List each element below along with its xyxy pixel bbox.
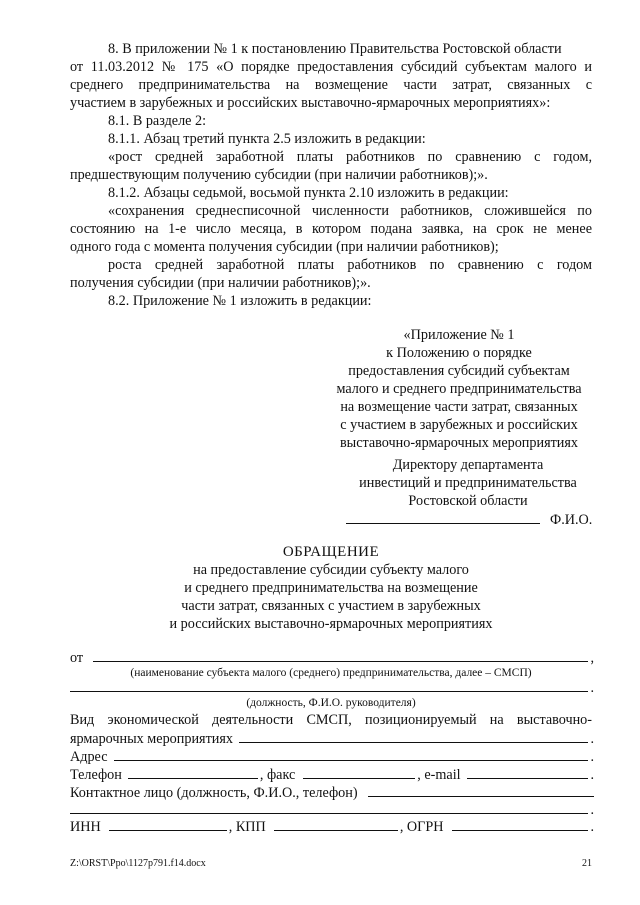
form-email-label: , e-mail xyxy=(417,767,461,783)
paragraph-8-1-1: 8.1.1. Абзац третий пункта 2.5 изложить в редакции: xyxy=(108,131,426,147)
addressee-line1: Директору департамента xyxy=(392,457,544,473)
quote-wage-line2: предшествующим получению субсидии (при наличии работников);». xyxy=(70,167,488,183)
form-inn-label: ИНН xyxy=(70,819,101,835)
footer-file-path: Z:\ORST\Ppo\1127p791.f14.docx xyxy=(70,858,206,869)
quote-staff-line1: «сохранения среднесписочной численности работников, сложившейся по xyxy=(108,203,592,219)
annex-line1: «Приложение № 1 xyxy=(403,327,515,343)
form-activity-dot: . xyxy=(590,731,594,747)
quote-growth-line1: роста средней заработной платы работников по сравнению с годом xyxy=(108,257,592,273)
appeal-subtitle-line3: части затрат, связанных с участием в зарубежных xyxy=(181,598,481,614)
form-hint-director: (должность, Ф.И.О. руководителя) xyxy=(246,697,416,709)
quote-staff-line2: состоянию на 1-е число месяца, в котором подана заявка, на срок не менее xyxy=(70,221,592,237)
form-activity-blank[interactable] xyxy=(239,729,588,743)
addressee-line3: Ростовской области xyxy=(408,493,528,509)
quote-wage-line1: «рост средней заработной платы работников по сравнению с годом, xyxy=(108,149,592,165)
form-activity-row xyxy=(70,729,594,748)
form-ids-row xyxy=(70,817,594,836)
form-contact-blank[interactable] xyxy=(368,783,594,797)
annex-line3: предоставления субсидий субъектам xyxy=(348,363,570,379)
form-address-blank[interactable] xyxy=(114,747,589,761)
form-ogrn-blank[interactable] xyxy=(452,817,589,831)
form-phone-label: Телефон xyxy=(70,767,122,783)
appeal-subtitle-line4: и российских выставочно-ярмарочных мероприятиях xyxy=(169,616,493,632)
appeal-subtitle-line2: и среднего предпринимательства на возмещение xyxy=(184,580,478,596)
form-activity-label: ярмарочных мероприятиях xyxy=(70,731,233,747)
quote-staff-line3: одного года с момента получения субсидии (при наличии работников); xyxy=(70,239,499,255)
form-activity-line1: Вид экономической деятельности СМСП, позиционируемый на выставочно- xyxy=(70,712,592,728)
appeal-subtitle-line1: на предоставление субсидии субъекту малого xyxy=(193,562,469,578)
appeal-title: ОБРАЩЕНИЕ xyxy=(282,544,380,560)
form-fax-blank[interactable] xyxy=(303,765,415,779)
paragraph-8-line1: 8. В приложении № 1 к постановлению Правительства Ростовской области xyxy=(108,41,562,57)
form-address-label: Адрес xyxy=(70,749,108,765)
annex-line4: малого и среднего предпринимательства xyxy=(336,381,582,397)
form-from-label: от xyxy=(70,650,84,666)
form-phone-row xyxy=(70,765,594,784)
paragraph-8-line3: среднего предпринимательства на возмещение части затрат, связанных с xyxy=(70,77,592,93)
paragraph-8-1-2: 8.1.2. Абзацы седьмой, восьмой пункта 2.10 изложить в редакции: xyxy=(108,185,509,201)
form-email-blank[interactable] xyxy=(467,765,589,779)
form-director-blank[interactable] xyxy=(70,678,588,692)
paragraph-8-2: 8.2. Приложение № 1 изложить в редакции: xyxy=(108,293,372,309)
paragraph-8-1: 8.1. В разделе 2: xyxy=(108,113,207,129)
form-from-comma: , xyxy=(590,650,594,666)
form-phone-blank[interactable] xyxy=(128,765,258,779)
form-contact-dot: . xyxy=(590,802,594,818)
annex-line2: к Положению о порядке xyxy=(386,345,532,361)
form-hint-smsp: (наименование субъекта малого (среднего) предпринимательства, далее – СМСП) xyxy=(130,667,532,679)
form-from-blank[interactable] xyxy=(93,648,588,662)
addressee-fio-blank[interactable] xyxy=(346,510,540,524)
addressee-fio-row xyxy=(344,510,594,529)
form-contact-blank2[interactable] xyxy=(70,800,588,814)
form-director-dot: . xyxy=(590,680,594,696)
form-inn-blank[interactable] xyxy=(109,817,227,831)
annex-line5: на возмещение части затрат, связанных xyxy=(340,399,578,415)
quote-growth-line2: получения субсидии (при наличии работников);». xyxy=(70,275,371,291)
paragraph-8-line2: от 11.03.2012 № 175 «О порядке предоставления субсидий субъектам малого и xyxy=(70,59,592,75)
annex-line7: выставочно-ярмарочных мероприятиях xyxy=(339,435,579,451)
form-fax-label: , факс xyxy=(259,767,296,783)
paragraph-8-line4: участием в зарубежных и российских выставочно-ярмарочных мероприятиях»: xyxy=(70,95,551,111)
annex-line6: с участием в зарубежных и российских xyxy=(340,417,578,433)
footer-page-number: 21 xyxy=(582,858,592,869)
form-ogrn-label: , ОГРН xyxy=(399,819,444,835)
form-address-dot: . xyxy=(590,749,594,765)
form-contact-label: Контактное лицо (должность, Ф.И.О., телефон) xyxy=(70,785,358,801)
form-kpp-blank[interactable] xyxy=(274,817,398,831)
addressee-fio-label: Ф.И.О. xyxy=(550,512,593,528)
form-kpp-label: , КПП xyxy=(228,819,266,835)
addressee-line2: инвестиций и предпринимательства xyxy=(359,475,577,491)
form-address-row xyxy=(70,747,594,766)
form-email-dot: . xyxy=(590,767,594,783)
form-ogrn-dot: . xyxy=(590,819,594,835)
